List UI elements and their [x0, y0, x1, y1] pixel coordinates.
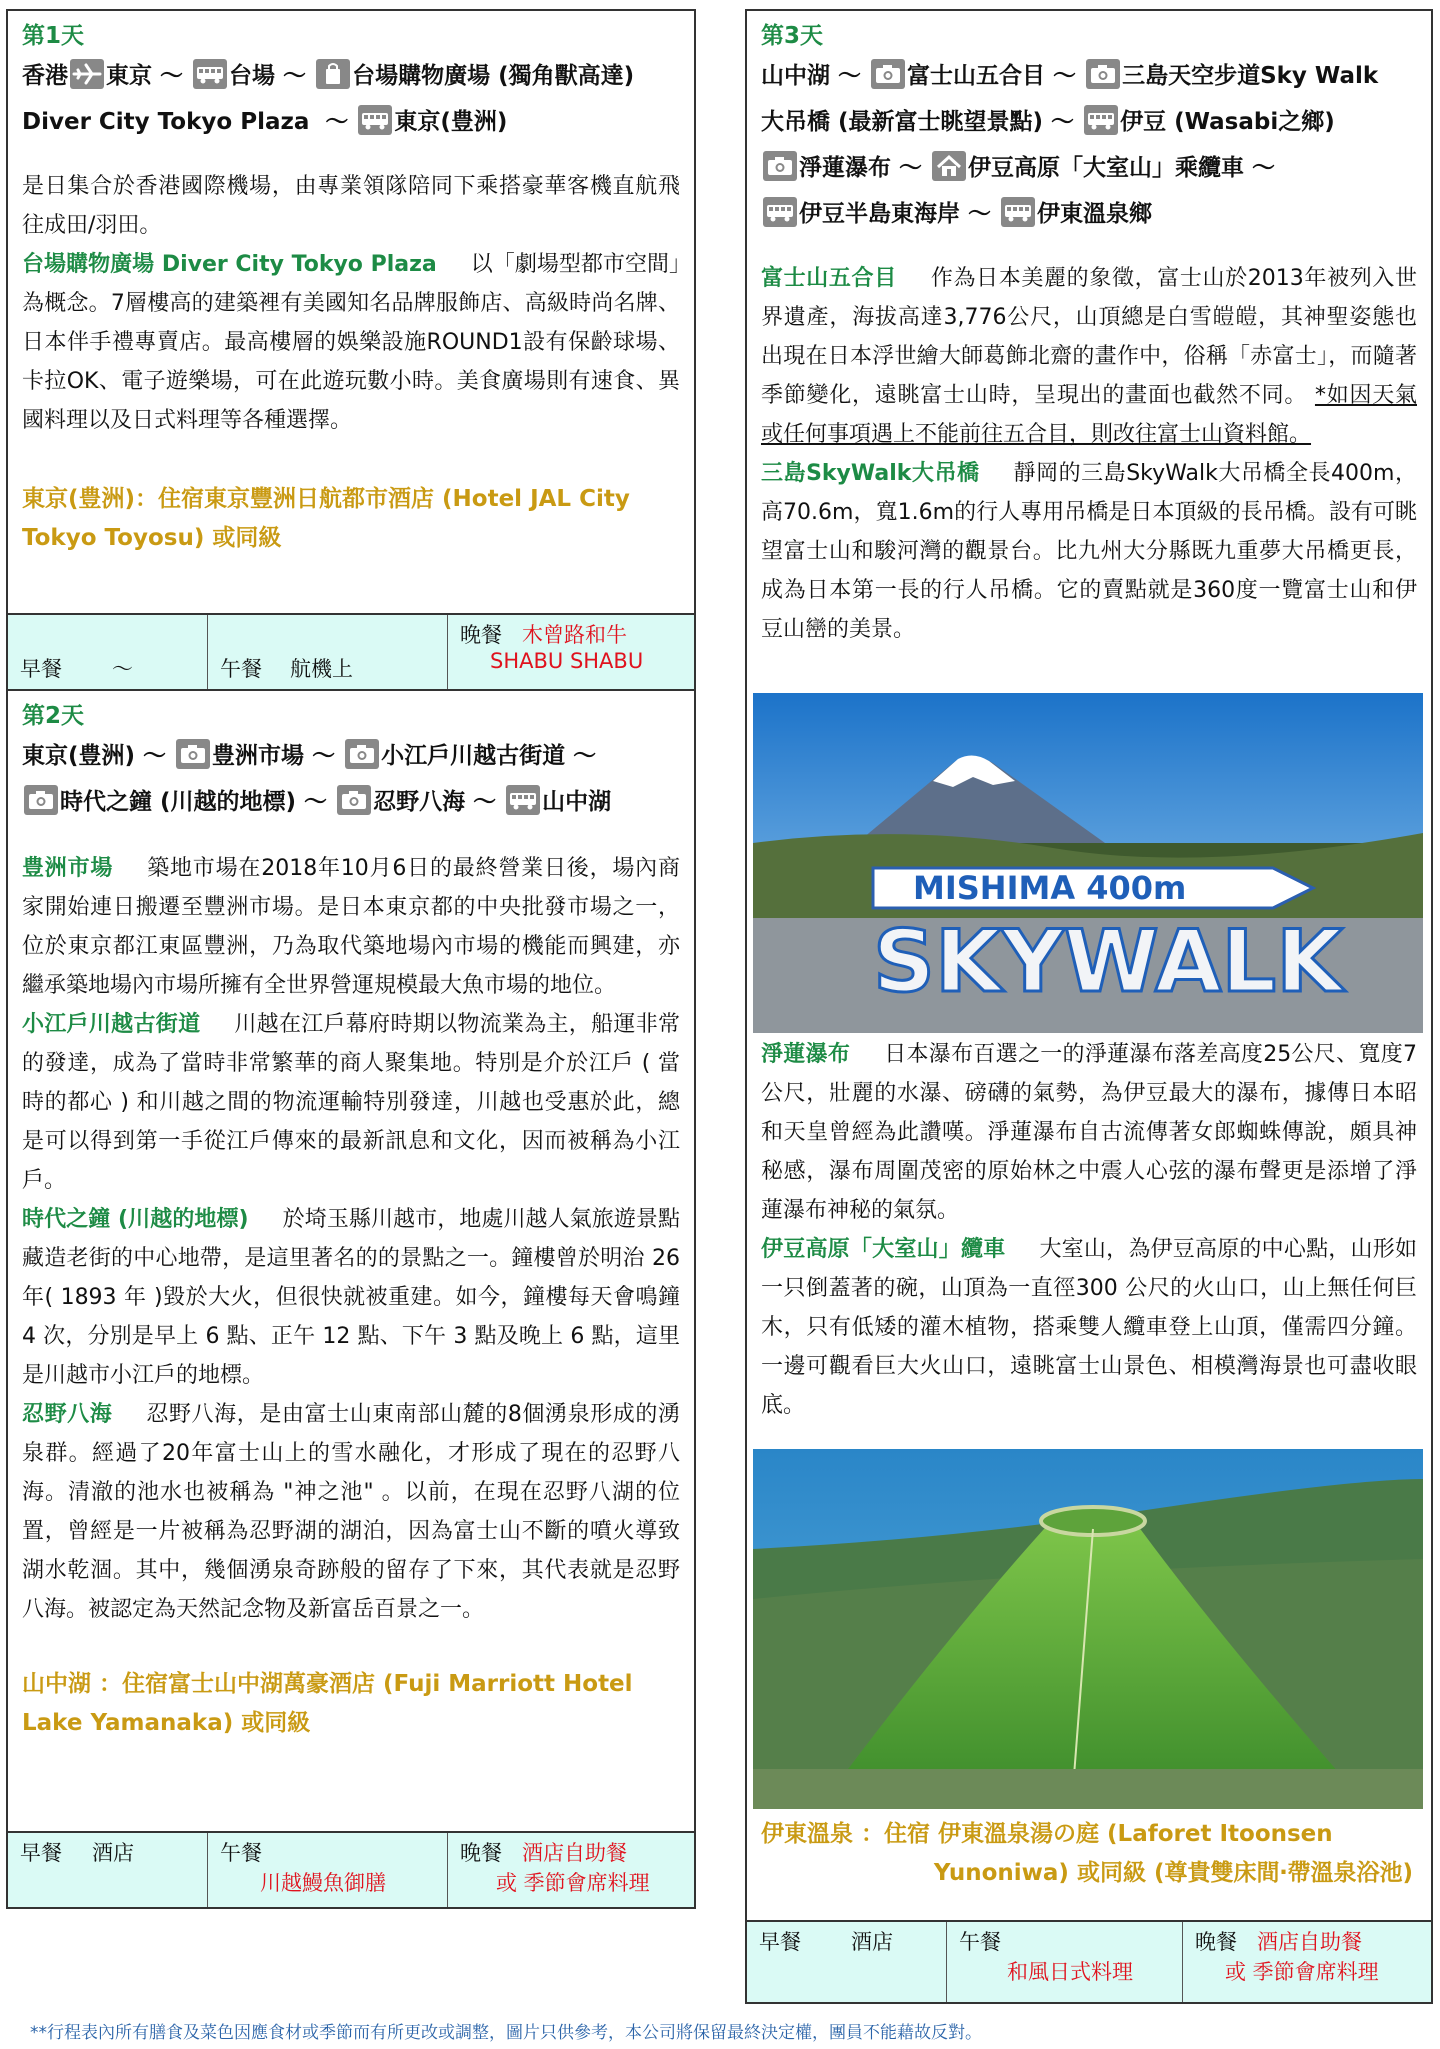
lunch-label: 午餐: [959, 1930, 1001, 1954]
route-stop: 山中湖: [542, 789, 612, 815]
dinner-value-2: 或 季節會席料理: [1225, 1960, 1379, 1984]
day2-card: [6, 689, 696, 1909]
shopping-bag-icon: [316, 59, 350, 89]
dinner-value-2: 或 季節會席料理: [496, 1871, 650, 1895]
spot-text: 大室山，為伊豆高原的中心點，山形如一只倒蓋著的碗，山頂為一直徑300 公尺的火山口，山上無任何巨木，只有低矮的灌木植物，搭乘雙人纜車登上山頂，僅需四分鐘。一邊可觀看巨大火山口，遠眺富士山景色、相模灣海景也可盡收眼底。: [761, 1237, 1417, 1418]
hotel-line-1: 伊東溫泉 ：住宿 伊東溫泉湯の庭 (Laforet Itoonsen: [761, 1821, 1333, 1847]
spot-text: 忍野八海，是由富士山東南部山麓的8個湧泉形成的湧泉群。經過了20年富士山上的雪水融化，才形成了現在的忍野八海。清澈的池水也被稱為 "神之池" 。以前，在現在忍野八湖的位置，曾經是一片被稱為忍野湖的湖泊，因為富士山不斷的噴火導致湖水乾涸。其中，幾個湧泉奇跡般的留存了下來，其代表就是忍野八海。被認定為天然記念物及新富岳百景之一。: [22, 1402, 680, 1622]
bus-icon: [193, 59, 227, 89]
breakfast-value: ～: [112, 657, 133, 681]
route-stop: 伊豆高原「大室山」乘纜車: [968, 155, 1245, 181]
dinner-label: 晚餐: [1195, 1930, 1237, 1954]
camera-icon: [345, 739, 379, 769]
lunch-cell: [947, 1922, 1183, 2002]
lunch-label: 午餐: [220, 657, 262, 681]
spot-text: 日本瀑布百選之一的淨蓮瀑布落差高度25公尺、寬度7公尺，壯麗的水瀑、磅礴的氣勢，為伊豆最大的瀑布，據傳日本昭和天皇曾經為此讚嘆。淨蓮瀑布自古流傳著女郎蜘蛛傳說，頗具神秘感，瀑布周圍茂密的原始林之中震人心弦的瀑布聲更是添增了淨蓮瀑布神秘的氣氛。: [761, 1042, 1417, 1223]
route-sep: ～: [968, 201, 992, 227]
day1-meals: [8, 613, 694, 689]
day3-spot3: [761, 1035, 1417, 1230]
spot-title: 富士山五合目: [761, 266, 897, 291]
lunch-value: 和風日式料理: [1007, 1960, 1133, 1984]
day2-spot3: [22, 1200, 680, 1395]
camera-icon: [337, 785, 371, 815]
day3-card: [745, 9, 1433, 2004]
day3-spot2: [761, 454, 1417, 649]
spot-title: 忍野八海: [22, 1402, 113, 1427]
dinner-value: 酒店自助餐: [522, 1841, 627, 1865]
dinner-value-2: SHABU SHABU: [490, 649, 644, 673]
breakfast-cell: [8, 1833, 208, 1907]
route-stop: 台場: [229, 63, 276, 89]
bus-icon: [1001, 197, 1035, 227]
route-stop: 小江戶川越古街道: [381, 743, 566, 769]
footer-note: **行程表內所有膳食及菜色因應食材或季節而有所更改或調整，圖片只供參考，本公司將保留最終決定權，團員不能藉故反對。: [30, 2023, 982, 2043]
route-sep: ～: [573, 743, 597, 769]
dinner-cell: [448, 1833, 694, 1907]
route-stop: 大吊橋 (最新富士眺望景點) ～: [761, 109, 1075, 135]
dinner-label: 晚餐: [460, 623, 502, 647]
route-stop: 伊豆半島東海岸: [799, 201, 960, 227]
breakfast-label: 早餐: [20, 1841, 62, 1865]
spot-text: 川越在江戶幕府時期以物流業為主，船運非常的發達，成為了當時非常繁華的商人聚集地。特別是介於江戶 ( 當時的都心 ) 和川越之間的物流運輸特別發達，川越也受惠於此，總是可以得到第一手從江戶傳來的最新訊息和文化，因而被稱為小江戶。: [22, 1012, 680, 1193]
spot-title: 台場購物廣場 Diver City Tokyo Plaza: [22, 252, 437, 277]
day3-hotel: [747, 1815, 1431, 1893]
day1-intro: 是日集合於香港國際機場，由專業領隊陪同下乘搭豪華客機直航飛往成田/羽田。: [22, 174, 680, 238]
dinner-label: 晚餐: [460, 1841, 502, 1865]
route-sep: ～: [899, 155, 923, 181]
spot-text: 作為日本美麗的象徵，富士山於2013年被列入世界遺產，海拔高達3,776公尺，山頂總是白雪皚皚，其神聖姿態也出現在日本浮世繪大師葛飾北齋的畫作中，俗稱「赤富士」，而隨著季節變化，遠眺富士山時，呈現出的畫面也截然不同。: [761, 266, 1417, 408]
day2-route: [22, 733, 680, 825]
route-sep: ～: [1252, 155, 1276, 181]
route-stop: Diver City Tokyo Plaza: [22, 109, 310, 135]
camera-icon: [176, 739, 210, 769]
day3-route: [761, 53, 1417, 237]
day2-hotel: 山中湖 ：住宿富士山中湖萬豪酒店 (Fuji Marriott Hotel Lake Yamanaka) 或同級: [22, 1671, 633, 1736]
home-icon: [932, 151, 966, 181]
bus-icon: [1084, 105, 1118, 135]
route-stop: 伊豆 (Wasabi之鄉): [1120, 109, 1335, 135]
lunch-cell: [208, 615, 448, 689]
bus-icon: [358, 105, 392, 135]
route-stop: 富士山五合目: [907, 63, 1046, 89]
route-stop: 忍野八海: [373, 789, 466, 815]
day1-title: 第1天: [22, 23, 85, 49]
route-stop: 東京: [106, 63, 152, 89]
route-sep: ～: [473, 789, 497, 815]
route-sep: ～: [160, 63, 184, 89]
breakfast-cell: [8, 615, 208, 689]
camera-icon: [1086, 59, 1120, 89]
spot-title: 淨蓮瀑布: [761, 1042, 851, 1067]
route-stop: 台場購物廣場 (獨角獸高達): [352, 63, 635, 89]
route-stop: 淨蓮瀑布: [799, 155, 891, 181]
day1-spot1: [22, 245, 680, 440]
hotel-line-2: Yunoniwa) 或同級 (尊貴雙床間‧帶溫泉浴池): [933, 1860, 1413, 1886]
route-stop: 東京(豊洲): [394, 109, 508, 135]
camera-icon: [24, 785, 58, 815]
dinner-cell: [448, 615, 694, 689]
route-sep: ～: [1053, 63, 1077, 89]
day3-meals: [747, 1920, 1431, 2002]
lunch-cell: [208, 1833, 448, 1907]
skywalk-sign-top: MISHIMA 400m: [913, 869, 1187, 907]
dinner-value: 酒店自助餐: [1257, 1930, 1362, 1954]
spot-title: 三島SkyWalk大吊橋: [761, 461, 980, 486]
spot-text: 於埼玉縣川越市，地處川越人氣旅遊景點藏造老街的中心地帶，是這里著名的的景點之一。鐘樓曾於明治 26 年( 1893 年 )毀於大火，但很快就被重建。如今，鐘樓每天會鳴鐘 4 次，分別是早上 6 點、正午 12 點、下午 3 點及晚上 6 點，這里是川越市小江戶的地標。: [22, 1207, 680, 1388]
route-stop: 時代之鐘 (川越的地標) ～: [60, 789, 328, 815]
camera-icon: [871, 59, 905, 89]
day3-title: 第3天: [761, 23, 824, 49]
spot-note: *如因天氣或任何事項遇上不能前往五合目，則改往富士山資料館。: [761, 383, 1417, 447]
day2-spot1: [22, 849, 680, 1005]
day3-spot1: [761, 259, 1417, 454]
route-stop: 三島天空步道Sky Walk: [1122, 63, 1379, 89]
breakfast-cell: [747, 1922, 947, 2002]
day1-card: [6, 9, 696, 691]
day2-spot2: [22, 1005, 680, 1200]
dinner-value: 木曾路和牛: [522, 623, 627, 647]
day2-title: 第2天: [22, 703, 85, 729]
route-stop: 山中湖 ～: [761, 63, 862, 89]
spot-text: 靜岡的三島SkyWalk大吊橋全長400m，高70.6m，寬1.6m的行人專用吊橋是日本頂級的長吊橋。設有可眺望富士山和駿河灣的觀景台。比九州大分縣既九重夢大吊橋更長，成為日本第一長的行人吊橋。它的賣點就是360度一覽富士山和伊豆山巒的美景。: [761, 461, 1417, 642]
route-stop: 豊洲市場: [212, 743, 305, 769]
breakfast-value: 酒店: [851, 1930, 893, 1954]
dinner-cell: [1183, 1922, 1431, 2002]
bus-icon: [506, 785, 540, 815]
skywalk-sign-main: SKYWALK: [873, 912, 1343, 1012]
spot-title: 時代之鐘 (川越的地標): [22, 1207, 249, 1232]
route-stop: 東京(豊洲) ～: [22, 743, 167, 769]
day3-spot4: [761, 1230, 1417, 1425]
camera-icon: [763, 151, 797, 181]
bus-icon: [763, 197, 797, 227]
route-sep: ～: [325, 109, 349, 135]
spot-title: 伊豆高原「大室山」纜車: [761, 1237, 1006, 1262]
omuroyama-photo: [753, 1449, 1423, 1809]
lunch-value: 航機上: [290, 657, 353, 681]
day1-route: [22, 53, 680, 145]
route-stop: 伊東溫泉鄉: [1037, 201, 1153, 227]
lunch-value: 川越鰻魚御膳: [260, 1871, 386, 1895]
route-sep: ～: [312, 743, 336, 769]
spot-text: 築地市場在2018年10月6日的最終營業日後，場內商家開始連日搬遷至豐洲市場。是日本東京都的中央批發市場之一，位於東京都江東區豐洲，乃為取代築地場內市場的機能而興建，亦繼承築地場內市場所擁有全世界營運規模最大魚市場的地位。: [22, 856, 680, 998]
day2-spot4: [22, 1395, 680, 1629]
plane-icon: [70, 59, 104, 89]
spot-title: 豊洲市場: [22, 856, 114, 881]
breakfast-label: 早餐: [759, 1930, 801, 1954]
route-sep: ～: [283, 63, 307, 89]
breakfast-value: 酒店: [92, 1841, 134, 1865]
route-stop: 香港: [22, 63, 68, 89]
lunch-label: 午餐: [220, 1841, 262, 1865]
breakfast-label: 早餐: [20, 657, 62, 681]
day2-meals: [8, 1831, 694, 1907]
day1-hotel: 東京(豊洲)：住宿東京豐洲日航都市酒店 (Hotel JAL City Tokyo Toyosu) 或同級: [22, 486, 630, 551]
spot-text: 以「劇場型都市空間」為概念。7層樓高的建築裡有美國知名品牌服飾店、高級時尚名牌、日本伴手禮專賣店。最高樓層的娛樂設施ROUND1設有保齡球場、卡拉OK、電子遊樂場，可在此遊玩數小時。美食廣場則有速食、異國料理以及日式料理等各種選擇。: [22, 252, 680, 433]
skywalk-photo: [753, 693, 1423, 1033]
spot-title: 小江戶川越古街道: [22, 1012, 201, 1037]
